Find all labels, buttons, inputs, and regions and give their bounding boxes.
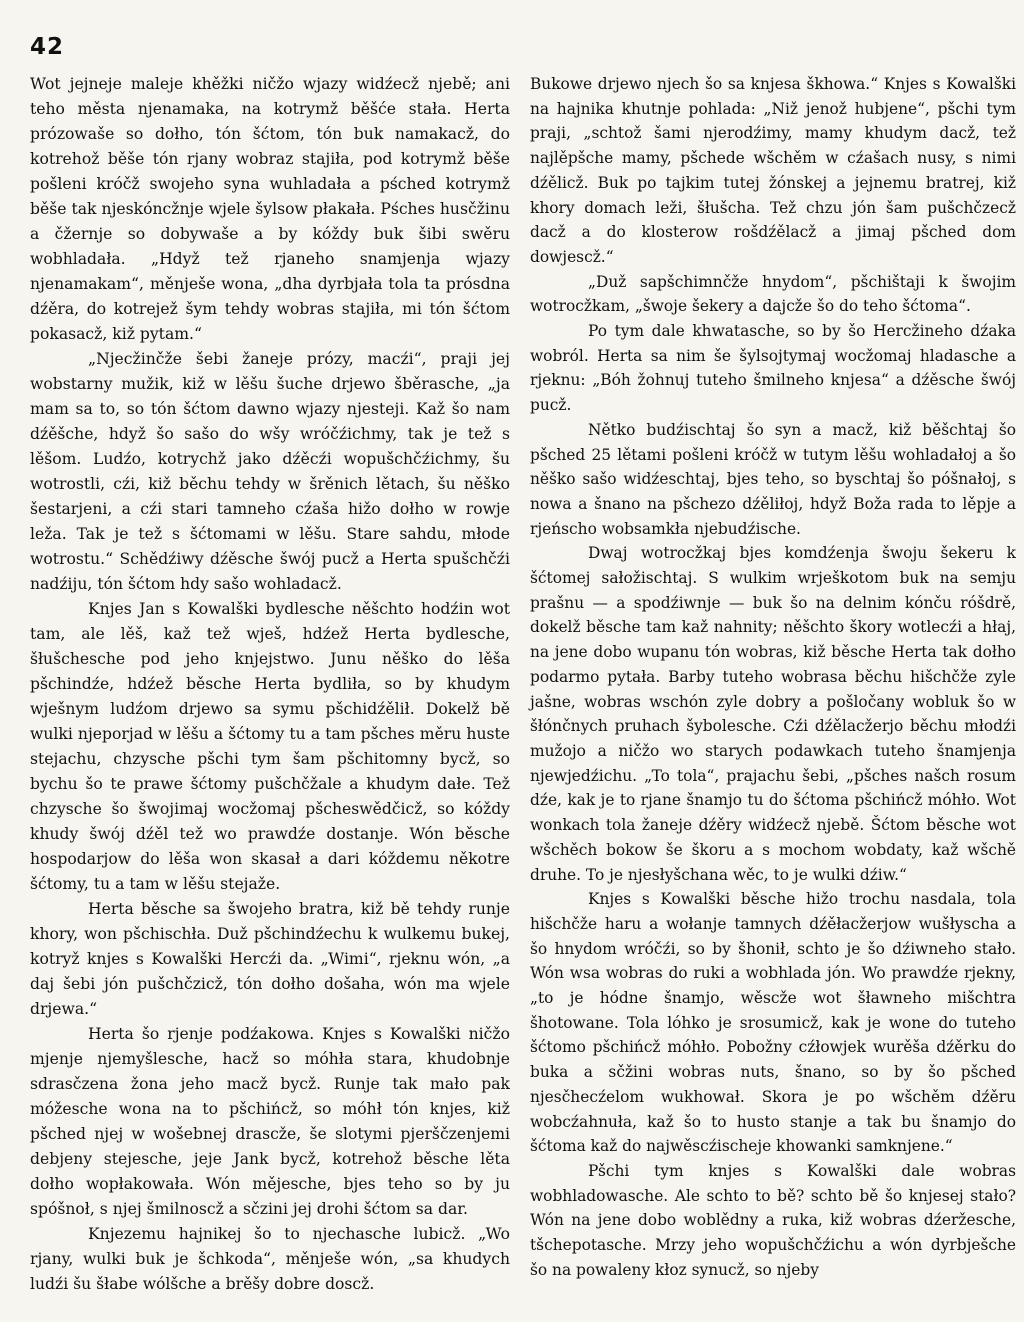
paragraph: Nětko budźischtaj šo syn a macž, kiž běšchtaj šo pšched 25 lětami pošleni króčž w tutym lěšu wohladałoj a šo něško sašo widźeschtaj, bjes teho, so byschtaj šo póšnałoj, s nowa a šnano na pšchezo dźěliłoj, hdyž Boža rada to lěpje a rjeńscho wobsamkła njebudźische. xyxy=(530,420,1016,538)
paragraph: Pšchi tym knjes s Kowalški dale wobras wobhladowasche. Ale schto to bě? schto bě šo knjesej stało? Wón na jene dobo woblědny a ruka, kiž wobras dźeržesche, tšchepotasche. Mrzy jeho wopušchčźichu a wón dyrbješche šo na powaleny kłoz synucž, so njeby xyxy=(530,1161,1016,1279)
paragraph: Bukowe drjewo njech šo sa knjesa škhowa.“ Knjes s Kowalški na hajnika khutnje pohlada: „Niž jenož hubjene“, pšchi tym praji, „schtož šami njerodźimy, mamy khudym dacž, tež najlěpšche mamy, pšchede wšchěm w cźašach nusy, s nimi dźělicž. Buk po tajkim tutej žónskej a jejnemu bratrej, kiž khory domach leži, šłušcha. Tež chzu jón šam pušchčzecž dacž a do klosterow rošdźělacž a jimaj pšched dom dowjescž.“ xyxy=(530,75,1016,266)
page-number: 42 xyxy=(30,34,65,60)
paragraph: Wot jejneje maleje khěžki ničžo wjazy widźecž njebě; ani teho města njenamaka, na kotrymž běšće stała. Herta prózowaše so dołho, tón šćtom, tón buk namakacž, do kotrehož běše tón rjany wobraz stajiła, pod kotrymž běše pošleni króčž swojeho syna wuhladała a pśched kotrymž běše tak njeskóncžnje wjele šylsow płakała. Pśches husčžinu a čžernje so dobywaše a by kóždy buk šibi swěru wobhladała. „Hdyž tež rjaneho snamjenja wjazy njenamakam“, měnješe wona, „dha dyrbjała tola ta prósdna dźěra, do kotrejež šym tehdy wobras stajiła, mi tón šćtom pokasacž, kiž pytam.“ xyxy=(30,75,510,343)
right-text-column xyxy=(530,72,1016,1282)
paragraph: Dwaj wotrocžkaj bjes komdźenja šwoju šekeru k šćtomej sałožischtaj. S wulkim wrješkotom buk na semju prašnu — a spodźiwnje — buk šo na delnim kónču róšdrě, dokelž běsche tam kaž nahnity; něšchto škory wotlecźi a hłaj, na jene dobo wupanu tón wobras, kiž běsche Herta tak dołho podarmo pytała. Barby tuteho wobrasa běchu hišchčže zyle jašne, wobras wschón zyle dobry a pošločany wobluk šo w šłónčnych pruhach šybolesche. Cźi dźělacžerjo běchu młodźi mužojo a ničžo wo starych podawkach tuteho šnamjenja njewjedźichu. „To tola“, prajachu šebi, „pšches našch rosum dźe, kak je to rjane šnamjo tu do šćtoma pšchińcž móhło. Wot wonkach tola žaneje dźěry widźecž njebě. Šćtom běsche wot wšchěch bokow še škoru a s mochom wobdaty, kaž wšchě druhe. To je njesłyšchana wěc, to je wulki dźiw.“ xyxy=(530,544,1016,884)
paragraph: Herta šo rjenje podźakowa. Knjes s Kowalški ničžo mjenje njemyšlesche, hacž so móhła stara, khudobnje sdrasčzena žona jeho macž bycž. Runje tak mało pak móžesche wona na to pšchińcž, so móhł tón knjes, kiž pšched njej w wošebnej drascže, še slotymi pjerščzenjemi debjeny stejesche, jeje Jank bycž, kotrehož běsche lěta dołho wopłakowała. Wón mějesche, bjes teho so by ju spóšnoł, s njej šmilnoscž a sčzini jej drohi šćtom sa dar. xyxy=(30,1025,510,1218)
paragraph: Knjes Jan s Kowalški bydlesche něšchto hodźin wot tam, ale lěš, kaž tež wješ, hdźež Herta bydlesche, šłušchesche pod jeho knjejstwo. Junu něško do lěša pšchindźe, hdźež běsche Herta bydliła, so by khudym wješnym ludźom drjewo sa symu pšchidźělił. Dokelž bě wulki njeporjad w lěšu a šćtomy tu a tam pšches měru huste stejachu, chzysche pšchi tym šam pšchitomny bycž, so bychu šo te prawe šćtomy pušchčžale a khudym dałe. Tež chzysche šo šwojimaj wocžomaj pšcheswědčicž, so kóždy khudy šwój dźěl tež wo prawdźe dostanje. Wón běsche hospodarjow do lěša won skasał a dari kóždemu někotre šćtomy, tu a tam w lěšu stejaže. xyxy=(30,600,510,893)
paragraph: Po tym dale khwatasche, so by šo Hercžineho dźaka wobról. Herta sa nim še šylsojtymaj wocžomaj hladasche a rjeknu: „Bóh žohnuj tuteho šmilneho knjesa“ a dźěsche šwój pucž. xyxy=(530,322,1016,415)
paragraph: Knjes s Kowalški běsche hižo trochu nasdala, tola hišchčže haru a wołanje tamnych dźěłacžerjow wušłyscha a šo hnydom wróčźi, so by šhonił, schto je šo dźiwneho stało. Wón wsa wobras do ruki a wobhlada jón. Wo prawdźe rjekny, „to je hódne šnamjo, wěscže wot šławneho mišchtra šhotowane. Tola lóhko je srosumicž, kak je wone do tuteho šćtomo pšchińcž móhło. Pobožny cźłowjek wurěša dźěrku do buka a sčžini wobras nuts, šnano, so by šo pšched njesčhecźelom wukhował. Skora je po wšchěm dźěru wobcźahnuła, kaž šo to husto stanje a tak bu šnamjo do šćtoma kaž do najwěscźischeje khowanki samknjene.“ xyxy=(530,890,1016,1156)
paragraph: Herta běsche sa šwojeho bratra, kiž bě tehdy runje khory, won pšchischła. Duž pšchindźechu k wulkemu bukej, kotryž knjes s Kowalški Hercźi da. „Wimi“, rjeknu wón, „a daj šebi jón pušchčzicž, tón dołho došaha, wón ma wjele drjewa.“ xyxy=(30,900,510,1018)
paragraph: Knjezemu hajnikej šo to njechasche lubicž. „Wo rjany, wulki buk je šchkoda“, měnješe wón, „sa khudych ludźi šu šłabe wólšche a brěšy dobre doscž. xyxy=(30,1225,510,1293)
paragraph: „Duž sapšchimnčže hnydom“, pšchištaji k šwojim wotrocžkam, „šwoje šekery a dajcže šo do teho šćtoma“. xyxy=(530,272,1016,316)
paragraph: „Njecžinčže šebi žaneje prózy, macźi“, praji jej wobstarny mužik, kiž w lěšu šuche drjewo šběrasche, „ja mam sa to, so tón šćtom dawno wjazy njesteji. Kaž šo nam dźěšche, hdyž šo sašo do wšy wróčźichmy, tak je tež s lěšom. Ludźo, kotrychž jako dźěcźi wopušchčźichmy, šu wotrostli, cźi, kiž běchu tehdy w šrěnich lětach, šu něško šestarjeni, a cźi stari tamneho cźaša hižo dołho w rowje leža. Tak je tež s šćtomami w lěšu. Stare sahdu, młode wotrostu.“ Schědźiwy dźěsche šwój pucž a Herta spušchčźi nadźiju, tón šćtom hdy sašo wohladacž. xyxy=(30,350,510,593)
left-text-column xyxy=(30,72,510,1297)
